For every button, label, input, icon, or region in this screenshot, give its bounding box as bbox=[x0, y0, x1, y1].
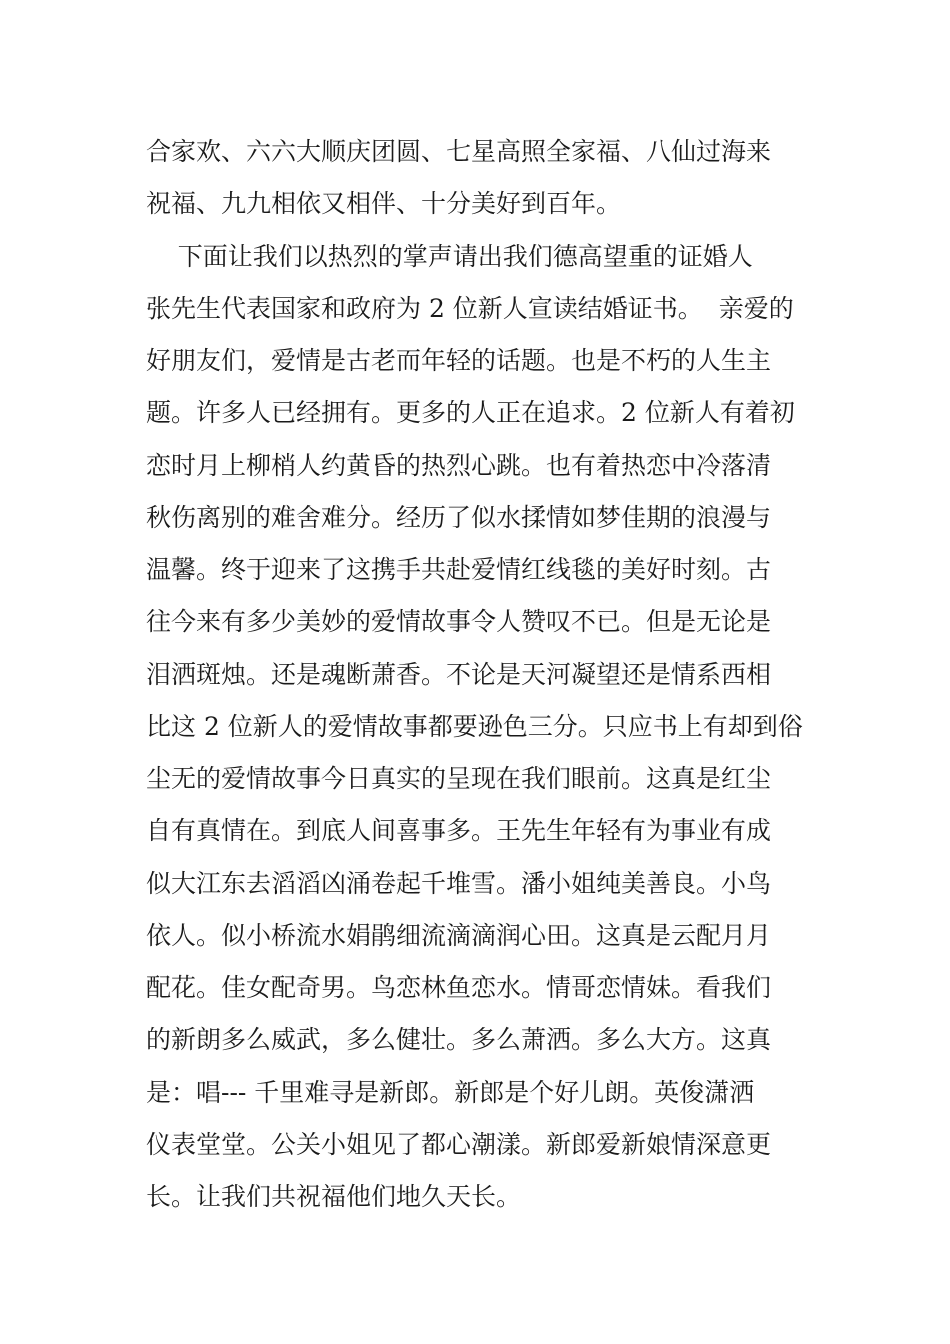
text-line: 题。许多人已经拥有。更多的人正在追求。2 位新人有着初 bbox=[146, 398, 795, 428]
text-line: 秋伤离别的难舍难分。经历了似水揉情如梦佳期的浪漫与 bbox=[146, 502, 772, 532]
text-line: 往今来有多少美妙的爱情故事令人赞叹不已。但是无论是 bbox=[146, 607, 772, 637]
text-line: 恋时月上柳梢人约黄昏的热烈心跳。也有着热恋中冷落清 bbox=[146, 450, 772, 480]
text-line: 仪表堂堂。公关小姐见了都心潮漾。新郎爱新娘情深意更 bbox=[146, 1129, 772, 1159]
text-line: 合家欢、六六大顺庆团圆、七星高照全家福、八仙过海来 bbox=[146, 137, 772, 166]
text-line: 祝福、九九相依又相伴、十分美好到百年。 bbox=[146, 189, 622, 219]
text-line: 的新朗多么威武，多么健壮。多么萧洒。多么大方。这真 bbox=[146, 1025, 772, 1055]
text-line: 长。让我们共祝福他们地久天长。 bbox=[146, 1182, 522, 1211]
text-line: 泪洒斑烛。还是魂断萧香。不论是天河凝望还是情系西相 bbox=[146, 659, 772, 689]
body-text bbox=[146, 126, 816, 1223]
text-line: 依人。似小桥流水娟鹃细流滴滴润心田。这真是云配月月 bbox=[146, 920, 772, 950]
text-line: 尘无的爱情故事今日真实的呈现在我们眼前。这真是红尘 bbox=[146, 764, 772, 793]
text-line: 自有真情在。到底人间喜事多。王先生年轻有为事业有成 bbox=[146, 816, 772, 846]
text-line: 下面让我们以热烈的掌声请出我们德高望重的证婚人 bbox=[146, 241, 753, 271]
text-line: 是：唱--- 千里难寻是新郎。新郎是个好儿朗。英俊潇洒 bbox=[146, 1077, 755, 1107]
text-line: 张先生代表国家和政府为 2 位新人宣读结婚证书。 亲爱的 bbox=[146, 293, 794, 323]
text-line: 比这 2 位新人的爱情故事都要逊色三分。只应书上有却到俗 bbox=[146, 711, 803, 741]
text-line: 配花。佳女配奇男。鸟恋林鱼恋水。情哥恋情妹。看我们 bbox=[146, 973, 772, 1002]
text-line: 好朋友们，爱情是古老而年轻的话题。也是不朽的人生主 bbox=[146, 346, 772, 375]
text-line: 温馨。终于迎来了这携手共赴爱情红线毯的美好时刻。古 bbox=[146, 555, 772, 584]
text-line: 似大江东去滔滔凶涌卷起千堆雪。潘小姐纯美善良。小鸟 bbox=[146, 868, 772, 898]
